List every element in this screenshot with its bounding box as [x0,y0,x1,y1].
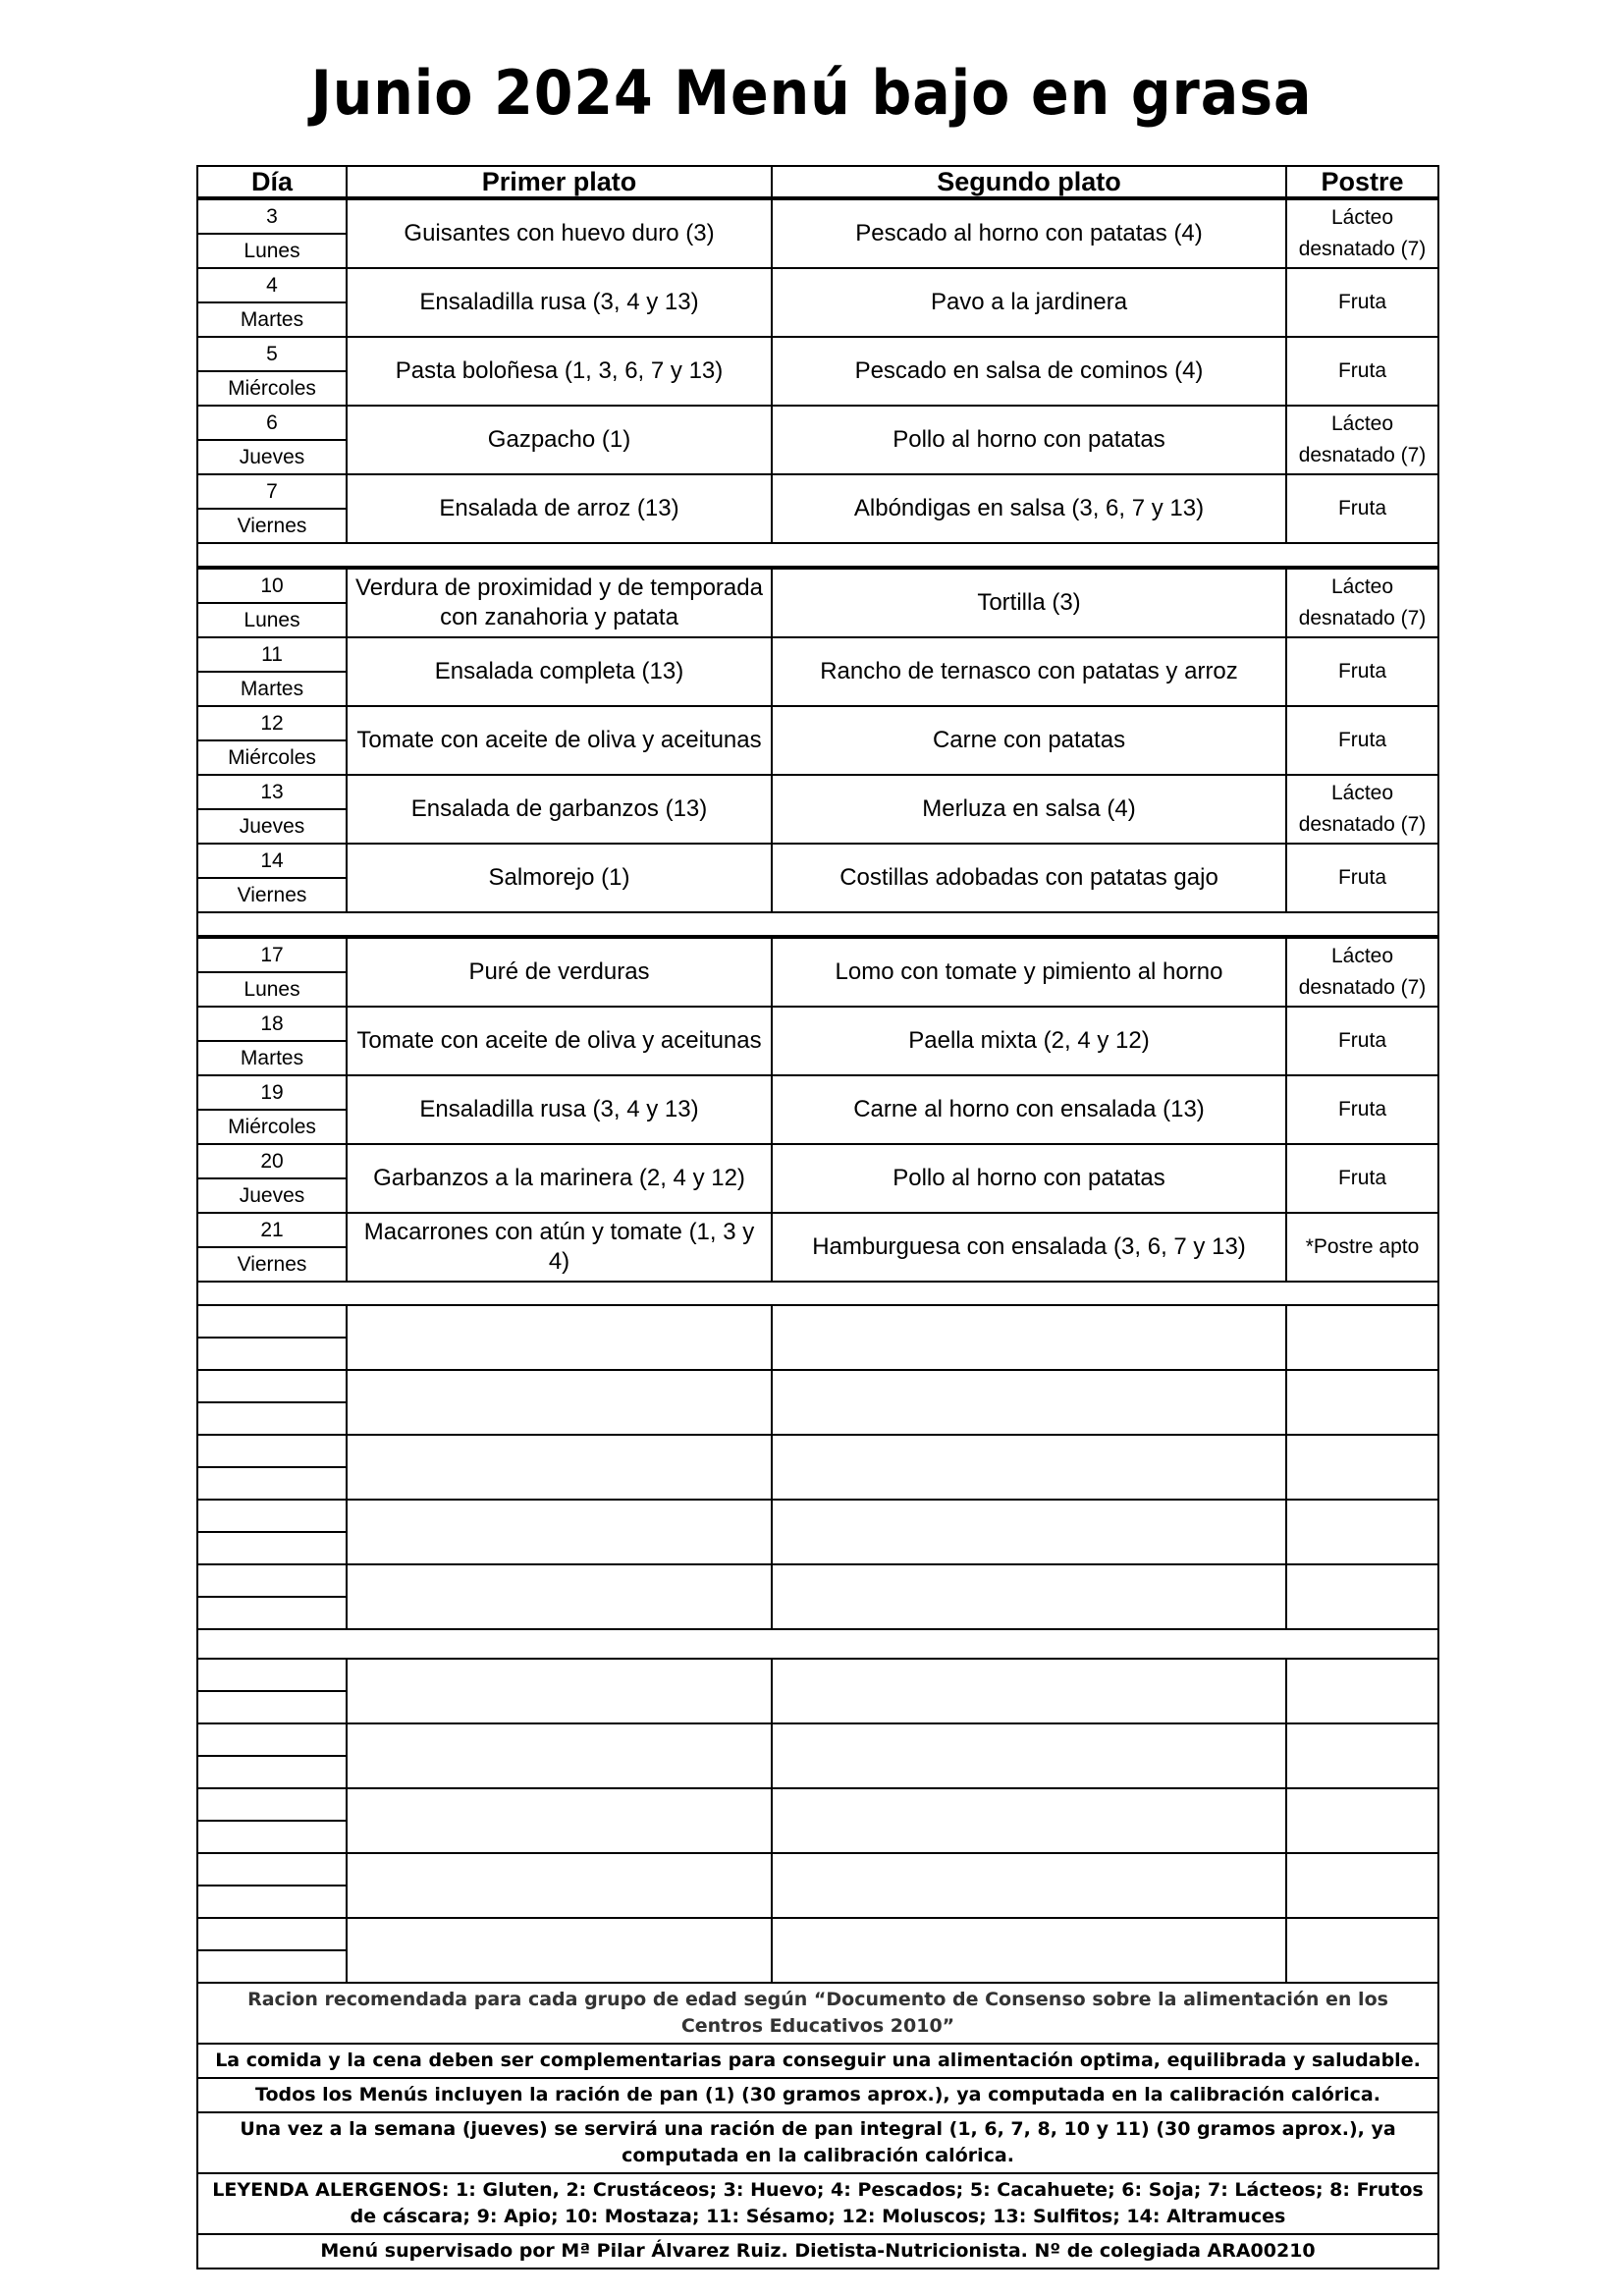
empty-primer-cell [347,1788,772,1853]
empty-day-cell [197,1370,347,1402]
segundo-plato-cell: Lomo con tomate y pimiento al horno [772,937,1286,1007]
primer-plato-cell: Gazpacho (1) [347,406,772,474]
header-dia: Día [197,166,347,198]
postre-line: Fruta [1337,866,1386,889]
empty-day-cell-lower [197,1402,347,1435]
segundo-plato-cell: Carne con patatas [772,706,1286,775]
day-name: Martes [197,672,347,706]
spacer-row [197,1629,1438,1659]
empty-primer-cell [347,1918,772,1983]
postre-line: Lácteo [1330,575,1394,598]
postre-line: desnatado (7) [1298,607,1427,629]
postre-line: desnatado (7) [1298,813,1427,836]
postre-line: Fruta [1337,1029,1386,1052]
empty-postre-cell [1286,1853,1438,1918]
segundo-plato-cell: Tortilla (3) [772,568,1286,637]
postre-line: Fruta [1337,1167,1386,1189]
empty-row [197,1435,1438,1467]
empty-postre-cell [1286,1435,1438,1500]
empty-day-cell-lower [197,1467,347,1500]
empty-day-cell-lower [197,1532,347,1564]
menu-day-row [197,1213,1438,1247]
empty-day-cell [197,1659,347,1691]
segundo-plato-cell: Rancho de ternasco con patatas y arroz [772,637,1286,706]
postre-line: *Postre apto [1305,1235,1420,1258]
empty-primer-cell [347,1305,772,1370]
empty-day-cell [197,1435,347,1467]
empty-day-cell [197,1305,347,1338]
primer-plato-cell: Tomate con aceite de oliva y aceitunas [347,1007,772,1075]
primer-plato-cell: Ensaladilla rusa (3, 4 y 13) [347,1075,772,1144]
day-number: 17 [197,937,347,972]
primer-plato-cell: Salmorejo (1) [347,844,772,912]
empty-day-cell [197,1788,347,1821]
day-name: Jueves [197,1178,347,1213]
day-number: 4 [197,268,347,302]
menu-day-row [197,1144,1438,1178]
spacer-row [197,912,1438,937]
footer-note: La comida y la cena deben ser complementarias para conseguir una alimentación optima, equilibrada y saludable. [197,2044,1438,2078]
empty-postre-cell [1286,1370,1438,1435]
day-number: 18 [197,1007,347,1041]
empty-segundo-cell [772,1853,1286,1918]
postre-line: Lácteo [1330,206,1394,229]
empty-day-cell-lower [197,1950,347,1983]
day-name: Jueves [197,440,347,474]
primer-plato-cell: Ensaladilla rusa (3, 4 y 13) [347,268,772,337]
postre-line: desnatado (7) [1298,444,1427,466]
primer-plato-cell: Macarrones con atún y tomate (1, 3 y 4) [347,1213,772,1282]
postre-cell [1286,198,1438,268]
postre-line: Lácteo [1330,782,1394,804]
postre-cell [1286,268,1438,337]
empty-day-cell [197,1723,347,1756]
empty-day-cell [197,1564,347,1597]
footer-note: Menú supervisado por Mª Pilar Álvarez Ruiz. Dietista-Nutricionista. Nº de colegiada ARA00210 [197,2234,1438,2269]
empty-segundo-cell [772,1564,1286,1629]
page-title: Junio 2024 Menú bajo en grasa [310,57,1313,129]
primer-plato-cell: Pasta boloñesa (1, 3, 6, 7 y 13) [347,337,772,406]
primer-plato-cell: Tomate con aceite de oliva y aceitunas [347,706,772,775]
day-name: Miércoles [197,740,347,775]
menu-day-row [197,406,1438,440]
empty-row [197,1500,1438,1532]
postre-line: Fruta [1337,729,1386,751]
spacer-row [197,543,1438,568]
menu-day-row [197,775,1438,809]
menu-day-row [197,1075,1438,1110]
day-name: Viernes [197,1247,347,1282]
segundo-plato-cell: Merluza en salsa (4) [772,775,1286,844]
segundo-plato-cell: Paella mixta (2, 4 y 12) [772,1007,1286,1075]
spacer-cell [197,912,1438,937]
day-name: Viernes [197,878,347,912]
segundo-plato-cell: Pescado en salsa de cominos (4) [772,337,1286,406]
postre-cell [1286,337,1438,406]
primer-plato-cell: Verdura de proximidad y de temporada con zanahoria y patata [347,568,772,637]
postre-line: Lácteo [1330,412,1394,435]
empty-day-cell-lower [197,1691,347,1723]
primer-plato-cell: Puré de verduras [347,937,772,1007]
footer-note-row [197,2234,1438,2269]
empty-postre-cell [1286,1564,1438,1629]
postre-cell [1286,637,1438,706]
postre-cell [1286,568,1438,637]
segundo-plato-cell: Albóndigas en salsa (3, 6, 7 y 13) [772,474,1286,543]
header-primer-plato: Primer plato [347,166,772,198]
menu-day-row [197,198,1438,234]
empty-day-cell-lower [197,1338,347,1370]
empty-row [197,1918,1438,1950]
primer-plato-cell: Ensalada de arroz (13) [347,474,772,543]
empty-row [197,1564,1438,1597]
postre-line: Lácteo [1330,945,1394,967]
menu-day-row [197,337,1438,371]
day-number: 3 [197,198,347,234]
spacer-cell [197,1282,1438,1305]
empty-row [197,1723,1438,1756]
empty-day-cell-lower [197,1886,347,1918]
menu-day-row [197,706,1438,740]
segundo-plato-cell: Pollo al horno con patatas [772,1144,1286,1213]
menu-table [196,165,1439,2269]
day-number: 12 [197,706,347,740]
postre-cell [1286,1213,1438,1282]
footer-note-row [197,2173,1438,2234]
day-name: Martes [197,302,347,337]
postre-line: desnatado (7) [1298,976,1427,999]
empty-segundo-cell [772,1305,1286,1370]
header-postre: Postre [1286,166,1438,198]
header-row [197,166,1438,198]
empty-day-cell-lower [197,1821,347,1853]
segundo-plato-cell: Pollo al horno con patatas [772,406,1286,474]
postre-line: Fruta [1337,497,1386,519]
empty-segundo-cell [772,1435,1286,1500]
empty-row [197,1853,1438,1886]
postre-cell [1286,706,1438,775]
empty-segundo-cell [772,1918,1286,1983]
segundo-plato-cell: Pavo a la jardinera [772,268,1286,337]
day-number: 5 [197,337,347,371]
day-number: 19 [197,1075,347,1110]
empty-day-cell-lower [197,1756,347,1788]
empty-segundo-cell [772,1659,1286,1723]
header-segundo-plato: Segundo plato [772,166,1286,198]
empty-row [197,1370,1438,1402]
day-number: 14 [197,844,347,878]
day-name: Miércoles [197,1110,347,1144]
segundo-plato-cell: Carne al horno con ensalada (13) [772,1075,1286,1144]
footer-note: LEYENDA ALERGENOS: 1: Gluten, 2: Crustáceos; 3: Huevo; 4: Pescados; 5: Cacahuete; 6: Soja; 7: Lácteos; 8: Frutos de cáscara; 9: Apio; 10: Mostaza; 11: Sésamo; 12: Moluscos; 13: Sulfitos; 14: Altramuces [197,2173,1438,2234]
menu-day-row [197,844,1438,878]
empty-primer-cell [347,1659,772,1723]
postre-line: Fruta [1337,291,1386,313]
day-number: 11 [197,637,347,672]
day-number: 21 [197,1213,347,1247]
empty-day-cell [197,1853,347,1886]
postre-cell [1286,1007,1438,1075]
postre-cell [1286,775,1438,844]
empty-postre-cell [1286,1788,1438,1853]
footer-note: Todos los Menús incluyen la ración de pan (1) (30 gramos aprox.), ya computada en la calibración calórica. [197,2078,1438,2112]
primer-plato-cell: Guisantes con huevo duro (3) [347,198,772,268]
empty-row [197,1788,1438,1821]
empty-primer-cell [347,1435,772,1500]
empty-primer-cell [347,1500,772,1564]
postre-line: Fruta [1337,1098,1386,1121]
empty-primer-cell [347,1564,772,1629]
day-number: 7 [197,474,347,509]
postre-cell [1286,844,1438,912]
day-name: Miércoles [197,371,347,406]
menu-day-row [197,568,1438,603]
empty-postre-cell [1286,1723,1438,1788]
day-name: Viernes [197,509,347,543]
empty-primer-cell [347,1723,772,1788]
spacer-row [197,1282,1438,1305]
footer-note-row [197,2112,1438,2173]
day-number: 10 [197,568,347,603]
primer-plato-cell: Garbanzos a la marinera (2, 4 y 12) [347,1144,772,1213]
day-name: Martes [197,1041,347,1075]
empty-postre-cell [1286,1659,1438,1723]
empty-day-cell [197,1918,347,1950]
menu-day-row [197,637,1438,672]
empty-postre-cell [1286,1500,1438,1564]
menu-day-row [197,268,1438,302]
postre-cell [1286,1144,1438,1213]
segundo-plato-cell: Costillas adobadas con patatas gajo [772,844,1286,912]
empty-postre-cell [1286,1918,1438,1983]
postre-cell [1286,937,1438,1007]
footer-note-row [197,1983,1438,2044]
day-name: Jueves [197,809,347,844]
footer-note: Una vez a la semana (jueves) se servirá una ración de pan integral (1, 6, 7, 8, 10 y 11) (30 gramos aprox.), ya computada en la calibración calórica. [197,2112,1438,2173]
postre-line: desnatado (7) [1298,238,1427,260]
day-number: 13 [197,775,347,809]
empty-day-cell [197,1500,347,1532]
postre-line: Fruta [1337,359,1386,382]
footer-note-row [197,2044,1438,2078]
menu-day-row [197,937,1438,972]
footer-note: Racion recomendada para cada grupo de edad según “Documento de Consenso sobre la alimentación en los Centros Educativos 2010” [197,1983,1438,2044]
day-name: Lunes [197,603,347,637]
empty-segundo-cell [772,1723,1286,1788]
empty-row [197,1305,1438,1338]
day-number: 20 [197,1144,347,1178]
spacer-cell [197,1629,1438,1659]
spacer-cell [197,543,1438,568]
day-name: Lunes [197,234,347,268]
menu-day-row [197,1007,1438,1041]
segundo-plato-cell: Pescado al horno con patatas (4) [772,198,1286,268]
menu-day-row [197,474,1438,509]
empty-segundo-cell [772,1788,1286,1853]
primer-plato-cell: Ensalada de garbanzos (13) [347,775,772,844]
segundo-plato-cell: Hamburguesa con ensalada (3, 6, 7 y 13) [772,1213,1286,1282]
postre-line: Fruta [1337,660,1386,683]
empty-primer-cell [347,1370,772,1435]
postre-cell [1286,406,1438,474]
empty-primer-cell [347,1853,772,1918]
empty-row [197,1659,1438,1691]
day-number: 6 [197,406,347,440]
empty-segundo-cell [772,1500,1286,1564]
postre-cell [1286,1075,1438,1144]
empty-postre-cell [1286,1305,1438,1370]
day-name: Lunes [197,972,347,1007]
empty-day-cell-lower [197,1597,347,1629]
primer-plato-cell: Ensalada completa (13) [347,637,772,706]
empty-segundo-cell [772,1370,1286,1435]
postre-cell [1286,474,1438,543]
footer-note-row [197,2078,1438,2112]
